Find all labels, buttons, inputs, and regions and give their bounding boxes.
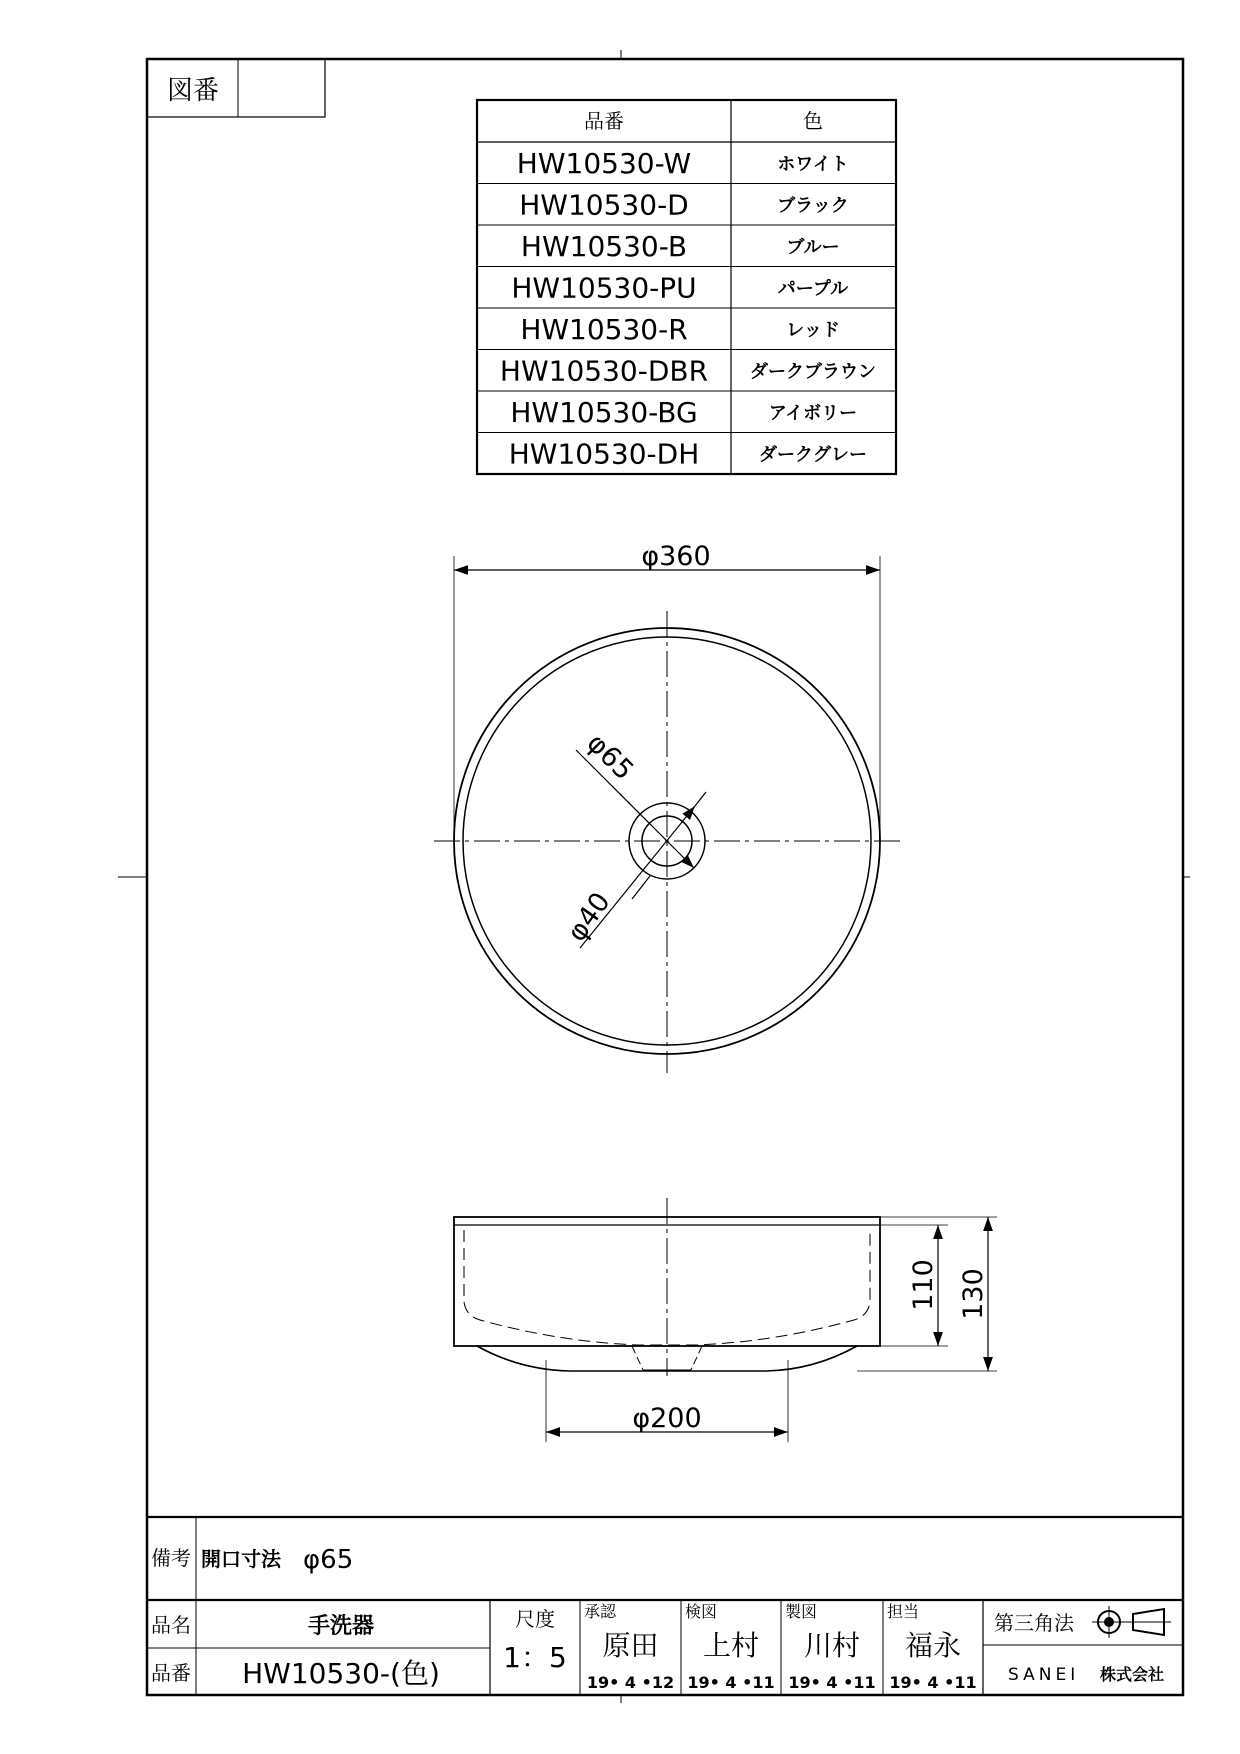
approval-date: 19• 4 •11: [788, 1673, 876, 1692]
approval-role: 検図: [685, 1602, 718, 1621]
title-block: [147, 1600, 1183, 1695]
color-table-color-name: ホワイト: [777, 153, 849, 175]
dimension-label-40: φ40: [561, 886, 617, 948]
approval-role: 承認: [584, 1602, 617, 1621]
dimension-label-360: φ360: [641, 541, 711, 572]
color-table-part-number: HW10530-D: [519, 188, 689, 222]
dimension-label-110: 110: [908, 1259, 939, 1311]
approval-name: 上村: [702, 1629, 760, 1662]
color-table-part-number: HW10530-B: [520, 229, 688, 263]
drawing-number-box: [147, 59, 325, 117]
drawing-number-label: 図番: [166, 76, 220, 106]
dimension-label-200: φ200: [632, 1403, 702, 1434]
color-table-color-name: アイボリー: [768, 402, 858, 424]
approval-date: 19• 4 •12: [586, 1673, 675, 1692]
company-suffix: 株式会社: [1100, 1665, 1165, 1684]
remarks-row: [147, 1517, 1183, 1600]
approval-name: 川村: [803, 1629, 861, 1662]
scale-value: 1：5: [503, 1641, 567, 1674]
drawing-frame: [147, 59, 1183, 1695]
dimension-label-65: φ65: [580, 727, 640, 787]
product-name-label: 品名: [151, 1613, 191, 1637]
remarks-label: 備考: [151, 1546, 191, 1570]
approval-role: 担当: [887, 1602, 920, 1621]
color-table-header-part: 品番: [584, 109, 624, 133]
color-table-part-number: HW10530-DBR: [499, 354, 709, 388]
approval-name: 福永: [904, 1629, 962, 1662]
approval-role: 製図: [785, 1602, 818, 1621]
color-table-part-number: HW10530-PU: [511, 271, 697, 305]
color-table-color-name: ダークグレー: [759, 444, 867, 466]
remarks-text: 開口寸法: [201, 1547, 281, 1571]
company-name: SANEI: [1008, 1665, 1080, 1685]
scale-label: 尺度: [515, 1607, 555, 1631]
color-table-color-name: パープル: [777, 278, 849, 300]
color-table-color-name: ブラック: [777, 195, 849, 217]
plan-view: [434, 541, 900, 1073]
remarks-value: φ65: [303, 1545, 354, 1575]
color-table-part-number: HW10530-R: [520, 312, 688, 346]
color-table-color-name: レッド: [786, 319, 840, 341]
color-table-part-number: HW10530-BG: [510, 395, 698, 429]
color-table-header-color: 色: [803, 109, 823, 133]
color-table-part-number: HW10530-W: [516, 146, 692, 180]
approval-cells: [584, 1602, 977, 1692]
color-table-color-name: ダークブラウン: [750, 361, 876, 383]
product-name-value: 手洗器: [307, 1614, 375, 1639]
third-angle-projection-icon: [1092, 1606, 1171, 1638]
approval-date: 19• 4 •11: [687, 1673, 775, 1692]
approval-name: 原田: [602, 1629, 659, 1662]
color-table: [477, 100, 896, 474]
approval-date: 19• 4 •11: [889, 1673, 977, 1692]
dimension-label-130: 130: [958, 1268, 989, 1320]
projection-label: 第三角法: [994, 1611, 1074, 1635]
color-table-part-number: HW10530-DH: [508, 437, 700, 471]
color-table-color-name: ブルー: [786, 236, 840, 258]
product-number-value: HW10530-(色): [242, 1657, 440, 1690]
product-number-label: 品番: [151, 1661, 191, 1685]
elevation-view: [454, 1198, 997, 1442]
